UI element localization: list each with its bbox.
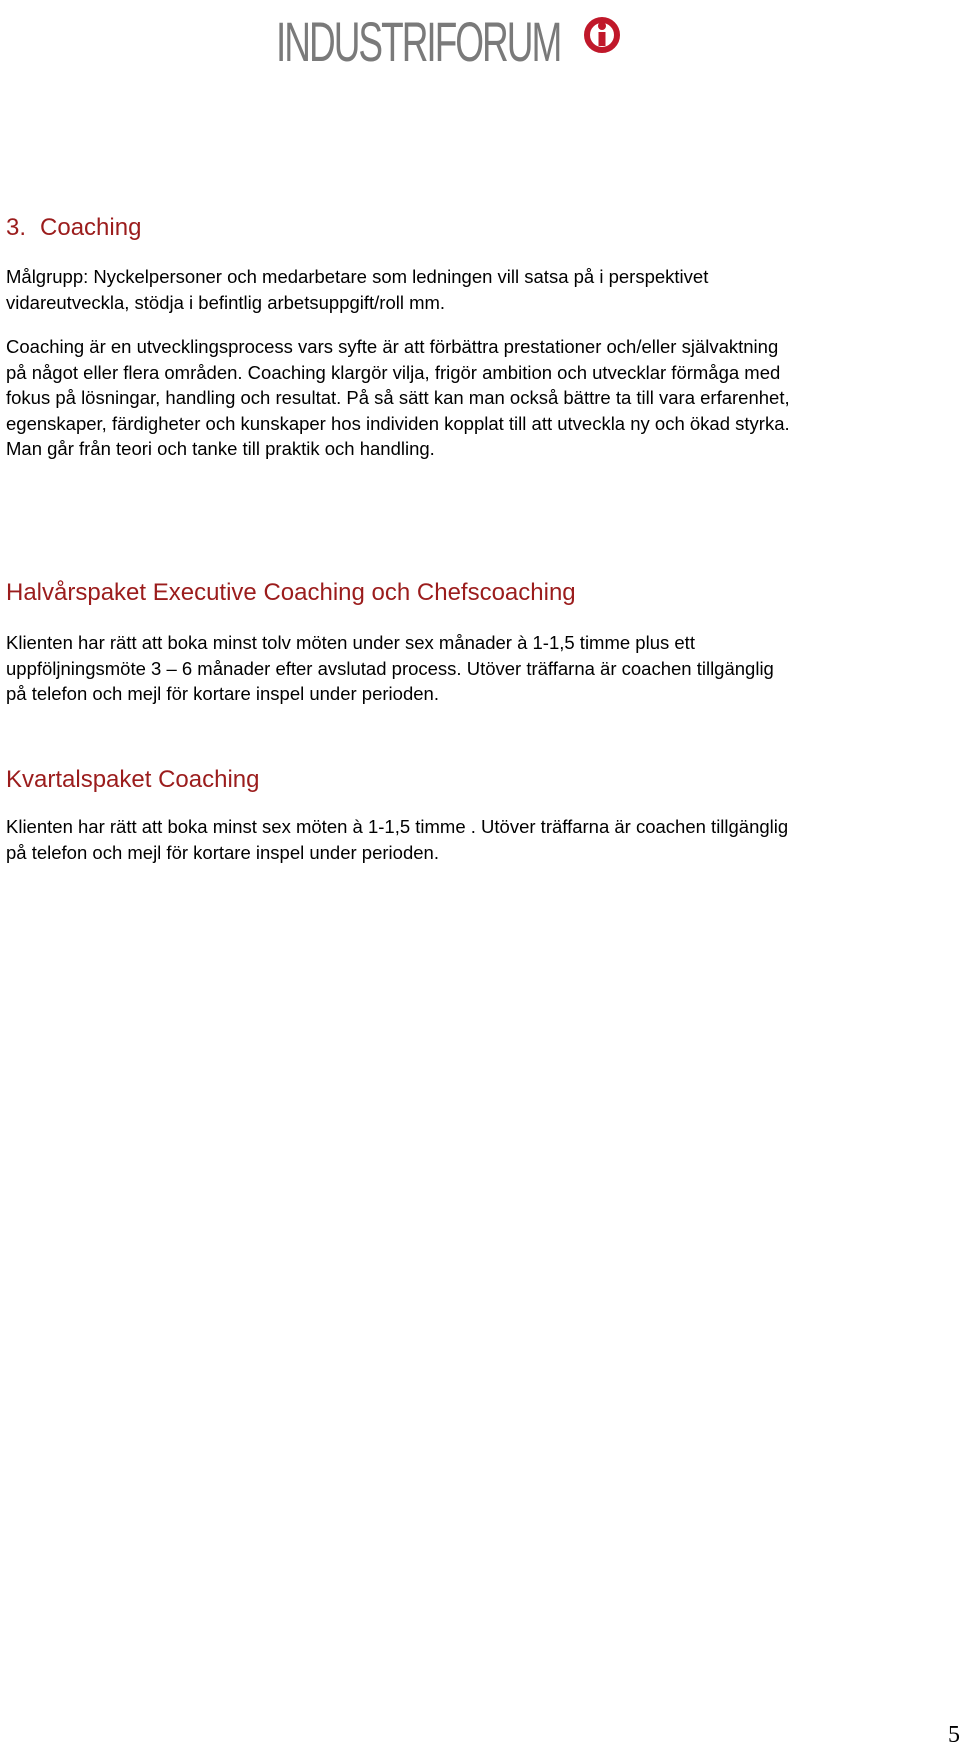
paragraph-line: på telefon och mejl för kortare inspel under perioden.: [6, 683, 439, 704]
page-number: 5: [948, 1722, 960, 1748]
target-group-text: Nyckelpersoner och medarbetare som ledningen vill satsa på i perspektivet: [93, 266, 709, 287]
kvartalspaket-paragraph: [6, 814, 958, 865]
logo-wordmark: INDUSTRIFORUM: [276, 10, 561, 73]
kvartalspaket-heading: Kvartalspaket Coaching: [6, 766, 260, 793]
paragraph-line: uppföljningsmöte 3 – 6 månader efter avslutad process. Utöver träffarna är coachen tillgänglig: [6, 657, 774, 679]
section-coaching-heading: [6, 213, 141, 243]
target-group-paragraph: [6, 264, 958, 315]
paragraph-line: på telefon och mejl för kortare inspel under perioden.: [6, 841, 439, 863]
halvarspaket-heading: Halvårspaket Executive Coaching och Chefscoaching: [6, 579, 576, 606]
section-title: Coaching: [40, 214, 142, 241]
paragraph-line: Man går från teori och tanke till praktik och handling.: [6, 438, 435, 459]
section-number: 3.: [6, 214, 27, 241]
paragraph-line: fokus på lösningar, handling och resultat. På så sätt kan man också bättre ta till vara erfarenhet,: [6, 387, 790, 408]
logo-mark-icon: [582, 14, 622, 54]
paragraph-line: Coaching är en utvecklingsprocess vars syfte är att förbättra prestationer och/eller självaktning: [6, 336, 779, 357]
halvarspaket-paragraph: [6, 630, 958, 707]
paragraph-line: Klienten har rätt att boka minst sex möten à 1-1,5 timme . Utöver träffarna är coachen tillgänglig: [6, 816, 789, 837]
industriforum-logo: [276, 0, 636, 84]
target-group-label: Målgrupp:: [6, 266, 89, 287]
paragraph-line: på något eller flera områden. Coaching klargör vilja, frigör ambition och utvecklar förmåga med: [6, 361, 781, 383]
paragraph-line: Klienten har rätt att boka minst tolv möten under sex månader à 1-1,5 timme plus ett: [6, 632, 695, 653]
coaching-description-paragraph: [6, 334, 958, 462]
paragraph-line: egenskaper, färdigheter och kunskaper hos individen kopplat till att utveckla ny och ökad styrka.: [6, 412, 790, 434]
target-group-text: vidareutveckla, stödja i befintlig arbetsuppgift/roll mm.: [6, 291, 446, 313]
